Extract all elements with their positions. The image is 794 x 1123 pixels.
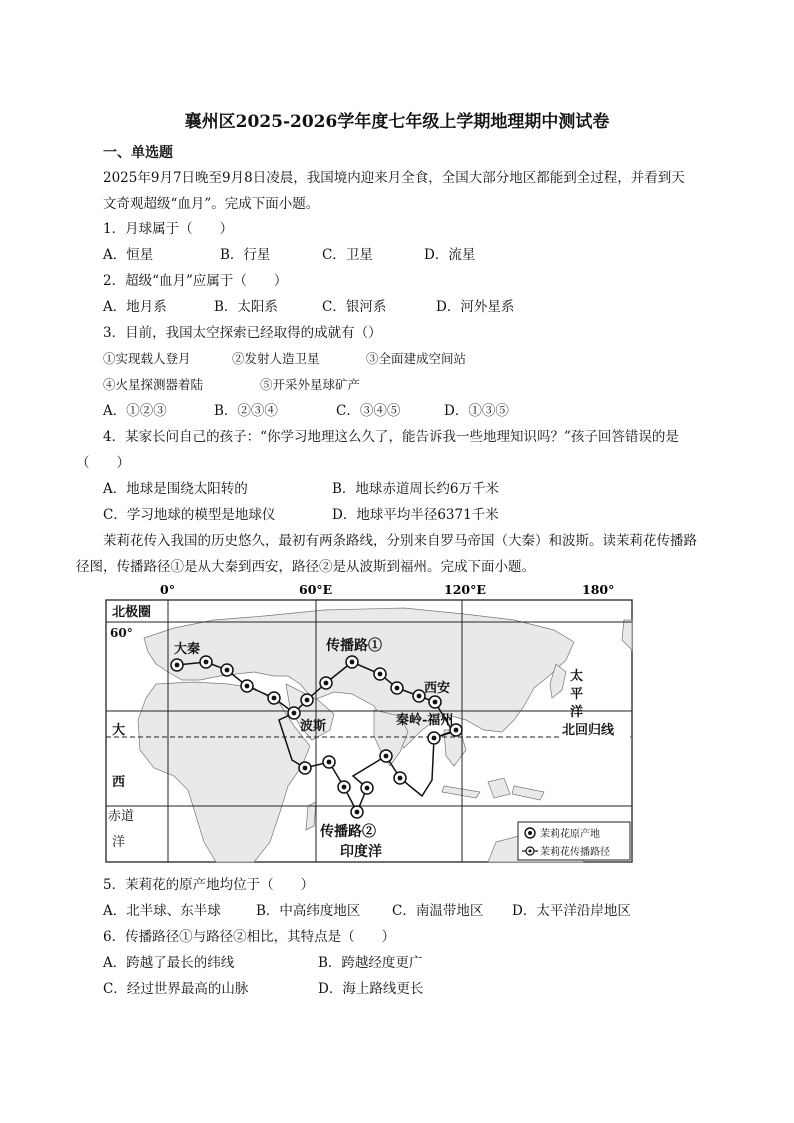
label-arctic-circle: 北极圈 [112, 605, 152, 620]
q3-option-b[interactable]: B．②③④ [214, 403, 278, 419]
lon-label-180: 180° [582, 582, 615, 597]
label-bosi: 波斯 [300, 719, 327, 734]
label-route-1: 传播路① [326, 638, 382, 654]
intro1-line1: 2025年9月7日晚至9月8日凌晨，我国境内迎来月全食，全国大部分地区都能到全过程，并看到天 [103, 170, 685, 186]
q2-option-d[interactable]: D．河外星系 [436, 299, 515, 315]
q2-option-b[interactable]: B．太阳系 [214, 299, 278, 315]
q3-option-c[interactable]: C．③④⑤ [336, 403, 401, 419]
q3-option-a[interactable]: A．①②③ [103, 403, 167, 419]
lon-label-120e: 120°E [444, 582, 486, 597]
legend-route-label: 茉莉花传播路径 [540, 847, 610, 858]
section-heading: 一、单选题 [103, 145, 173, 161]
label-equator: 赤道 [108, 809, 135, 824]
q3-item-4: ④火星探测器着陆 [103, 377, 204, 392]
q3-item-3: ③全面建成空间站 [366, 351, 467, 366]
label-atlantic-2: 西 [112, 775, 126, 790]
label-atlantic-1: 大 [112, 723, 126, 738]
q1-stem: 1．月球属于（ ） [103, 221, 234, 237]
q1-option-a[interactable]: A．恒星 [103, 247, 154, 263]
label-ocean: 洋 [112, 835, 126, 850]
q6-option-b[interactable]: B．跨越经度更广 [318, 955, 423, 971]
q4-option-d[interactable]: D．地球平均半径6371千米 [332, 507, 499, 523]
label-lat-60: 60° [110, 626, 133, 640]
label-xian: 西安 [424, 681, 451, 696]
label-tropic-of-cancer: 北回归线 [562, 723, 615, 738]
q5-option-c[interactable]: C．南温带地区 [392, 903, 484, 919]
lon-label-60e: 60°E [299, 582, 333, 597]
q1-option-d[interactable]: D．流星 [424, 247, 476, 263]
q2-option-a[interactable]: A．地月系 [103, 299, 167, 315]
q5-option-a[interactable]: A．北半球、东半球 [103, 903, 221, 919]
intro2-line2: 径图，传播路径①是从大秦到西安，路径②是从波斯到福州。完成下面小题。 [76, 559, 535, 575]
q1-option-b[interactable]: B．行星 [220, 247, 271, 263]
q5-option-b[interactable]: B．中高纬度地区 [256, 903, 361, 919]
label-pacific-3: 洋 [570, 705, 584, 720]
q5-stem: 5．茉莉花的原产地均位于（ ） [103, 877, 315, 893]
q3-item-5: ⑤开采外星球矿产 [260, 377, 361, 392]
q5-option-d[interactable]: D．太平洋沿岸地区 [512, 903, 631, 919]
q1-option-c[interactable]: C．卫星 [322, 247, 373, 263]
intro2-line1: 茉莉花传入我国的历史悠久，最初有两条路线，分别来自罗马帝国（大秦）和波斯。读茉莉花传播路 [103, 533, 697, 549]
q4-option-a[interactable]: A．地球是围绕太阳转的 [103, 481, 248, 497]
q3-item-1: ①实现载人登月 [103, 351, 191, 366]
jasmine-route-map [104, 580, 636, 865]
label-daqin: 大秦 [174, 642, 201, 657]
q4-stem-line1: 4．某家长问自己的孩子：“你学习地理这么久了，能告诉我一些地理知识吗？”孩子回答错误的是 [103, 429, 679, 445]
q4-stem-line2: （ ） [76, 455, 130, 471]
q6-option-d[interactable]: D．海上路线更长 [318, 981, 424, 997]
legend-origin-label: 茉莉花原产地 [540, 829, 600, 840]
intro1-line2: 文奇观超级“血月”。完成下面小题。 [103, 196, 320, 212]
page-title: 襄州区2025-2026学年度七年级上学期地理期中测试卷 [184, 112, 610, 132]
lon-label-0: 0° [160, 582, 175, 597]
label-indian-ocean: 印度洋 [340, 844, 382, 860]
label-route-2: 传播路② [320, 824, 376, 840]
label-pacific-2: 平 [570, 687, 584, 702]
q4-option-b[interactable]: B．地球赤道周长约6万千米 [332, 481, 500, 497]
q4-option-c[interactable]: C．学习地球的模型是地球仪 [103, 507, 276, 523]
label-qinling-fuzhou: 秦岭-福州 [396, 713, 454, 728]
q3-item-2: ②发射人造卫星 [232, 351, 320, 366]
q6-option-c[interactable]: C．经过世界最高的山脉 [103, 981, 249, 997]
q6-stem: 6．传播路径①与路径②相比，其特点是（ ） [103, 929, 396, 945]
q2-stem: 2．超级“血月”应属于（ ） [103, 273, 288, 289]
label-pacific-1: 太 [570, 669, 584, 684]
q3-option-d[interactable]: D．①③⑤ [444, 403, 509, 419]
q3-stem: 3．目前，我国太空探索已经取得的成就有（） [103, 325, 382, 341]
q2-option-c[interactable]: C．银河系 [322, 299, 387, 315]
map-legend [518, 822, 630, 860]
q6-option-a[interactable]: A．跨越了最长的纬线 [103, 955, 235, 971]
